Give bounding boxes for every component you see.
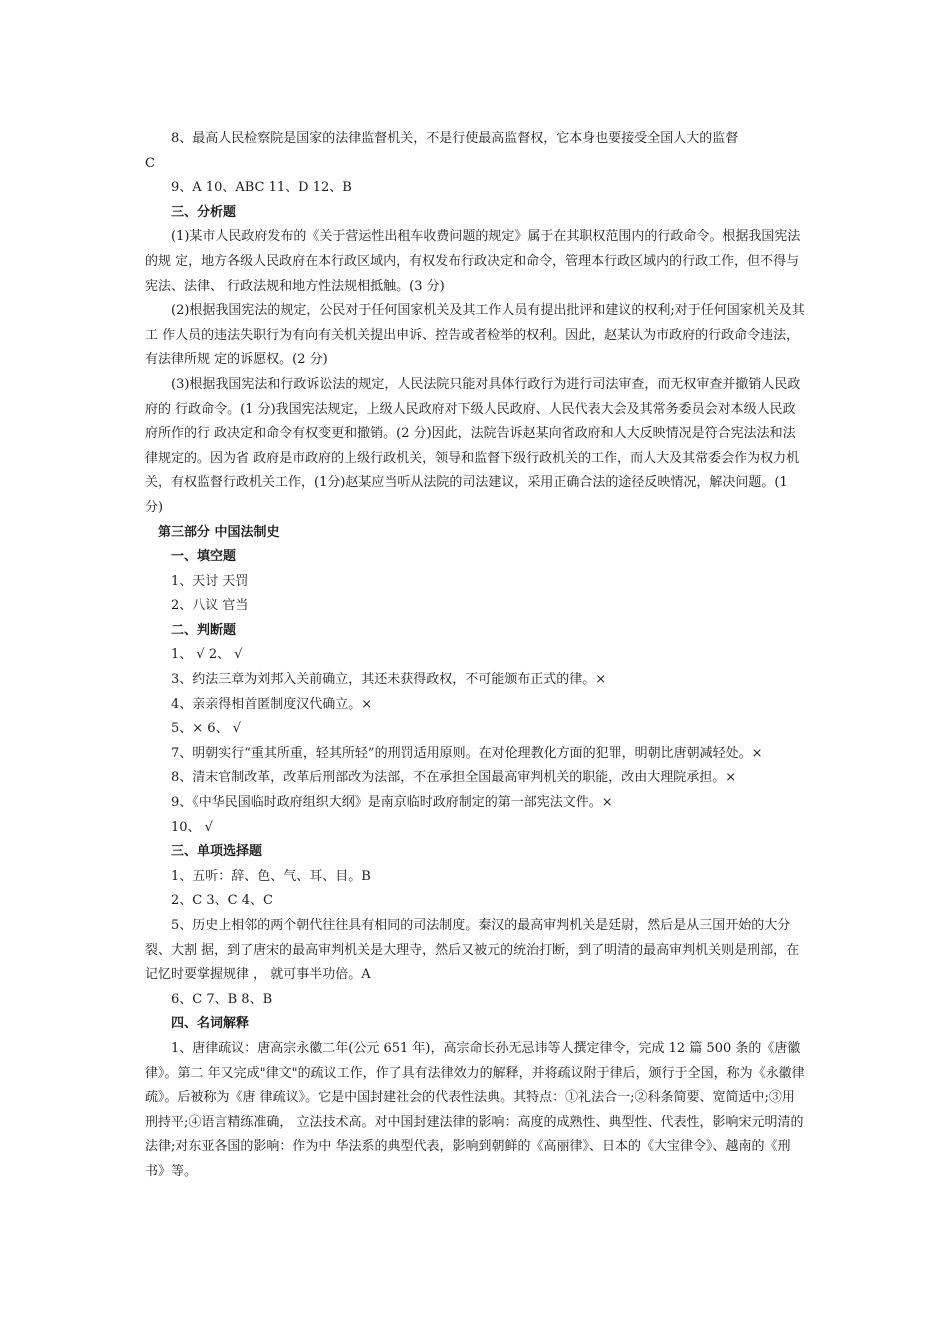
analysis-paragraph-2: (2)根据我国宪法的规定，公民对于任何国家机关及其工作人员有提出批评和建议的权利;对于任何国家机关及其工 作人员的违法失职行为有向有关机关提出申诉、控告或者检举的权利。因此，赵某认为市政府的行政命令违法，有法律所规 定的诉愿权。(2 分) bbox=[145, 303, 805, 368]
heading-fill-blank: 一、填空题 bbox=[171, 549, 237, 565]
single-answer: 2、C 3、C 4、C bbox=[171, 893, 273, 909]
analysis-paragraph-3: (3)根据我国宪法和行政诉讼法的规定，人民法院只能对具体行政行为进行司法审查，而无权审查并撤销人民政府的 行政命令。(1 分)我国宪法规定，上级人民政府对下级人民政府、人民代表大会及其常务委员会对本级人民政府所作的行 政决定和命令有权变更和撤销。(2 分)因此，法院告诉赵某向省政府和人大反映情况是符合宪法法和法律规定的。因为省 政府是市政府的上级行政机关，领导和监督下级行政机关的工作，而人大及其常委会作为权力机关，有权监督行政机关工作，(1分)赵某应当听从法院的司法建议，采用正确合法的途径反映情况，解决问题。(1 分) bbox=[145, 376, 801, 515]
single-answer: 5、历史上相邻的两个朝代往往具有相同的司法制度。秦汉的最高审判机关是廷尉，然后是从三国开始的大分裂、大割 据，到了唐宋的最高审判机关是大理寺，然后又被元的统治打断，到了明清的最高审判机关则是刑部，在记忆时要掌握规律 ， 就可事半功倍。A bbox=[145, 918, 800, 983]
answers-9-12: 9、A 10、ABC 11、D 12、B bbox=[171, 180, 352, 196]
term-explanation: 1、唐律疏议：唐高宗永徽二年(公元 651 年)，高宗命长孙无忌讳等人撰定律令，完成 12 篇 500 条的《唐徽律》。第二 年又完成"律文"的疏议工作，作了具有法律效力的解释，并将疏议附于律后，颁行于全国，称为《永徽律疏》。后被称为《唐 律疏议》。它是中国封建社会的代表性法典。其特点：①礼法合一;②科条简要、宽简适中;③用刑持平;④语言精练准确， 立法技术高。对中国封建法律的影响：高度的成熟性、典型性、代表性，影响宋元明清的法律;对东亚各国的影响：作为中 华法系的典型代表，影响到朝鲜的《高丽律》、日本的《大宝律令》、越南的《刑书》等。 bbox=[145, 1040, 805, 1179]
judge-answer: 7、明朝实行“重其所重，轻其所轻”的刑罚适用原则。在对伦理教化方面的犯罪，明朝比唐朝减轻处。× bbox=[171, 745, 763, 761]
heading-judgement: 二、判断题 bbox=[171, 622, 237, 638]
judge-answer: 4、亲亲得相首匿制度汉代确立。× bbox=[171, 696, 373, 712]
single-answer: 1、五听：辞、色、气、耳、目。B bbox=[171, 868, 371, 884]
part-three-title: 第三部分 中国法制史 bbox=[158, 524, 280, 540]
single-answer: 6、C 7、B 8、B bbox=[171, 991, 273, 1007]
analysis-paragraph-1: (1)某市人民政府发布的《关于营运性出租车收费问题的规定》属于在其职权范围内的行政命令。根据我国宪法的规 定，地方各级人民政府在本行政区域内，有权发布行政决定和命令，管理本行政区域内的行政工作，但不得与宪法、法律、 行政法规和地方性法规相抵触。(3 分) bbox=[145, 229, 801, 294]
judge-answer: 10、 √ bbox=[171, 819, 213, 835]
answer-8-choice: C bbox=[145, 155, 155, 171]
heading-analysis: 三、分析题 bbox=[171, 204, 237, 220]
judge-answer: 8、清末官制改革，改革后刑部改为法部，不在承担全国最高审判机关的职能，改由大理院承担。× bbox=[171, 770, 737, 786]
answer-8: 8、最高人民检察院是国家的法律监督机关，不是行使最高监督权，它本身也要接受全国人大的监督 bbox=[171, 131, 739, 146]
fill-answer: 2、八议 官当 bbox=[171, 598, 249, 614]
judge-answer: 3、约法三章为刘邦入关前确立，其还未获得政权，不可能颁布正式的律。× bbox=[171, 672, 607, 688]
heading-term-explanation: 四、名词解释 bbox=[171, 1016, 250, 1032]
judge-answer: 5、× 6、 √ bbox=[171, 721, 241, 737]
judge-answer: 1、 √ 2、 √ bbox=[171, 647, 243, 663]
fill-answer: 1、天讨 天罚 bbox=[171, 573, 249, 589]
heading-single-choice: 三、单项选择题 bbox=[171, 844, 263, 860]
judge-answer: 9、《中华民国临时政府组织大纲》是南京临时政府制定的第一部宪法文件。× bbox=[171, 795, 613, 811]
document-body bbox=[145, 127, 805, 1185]
